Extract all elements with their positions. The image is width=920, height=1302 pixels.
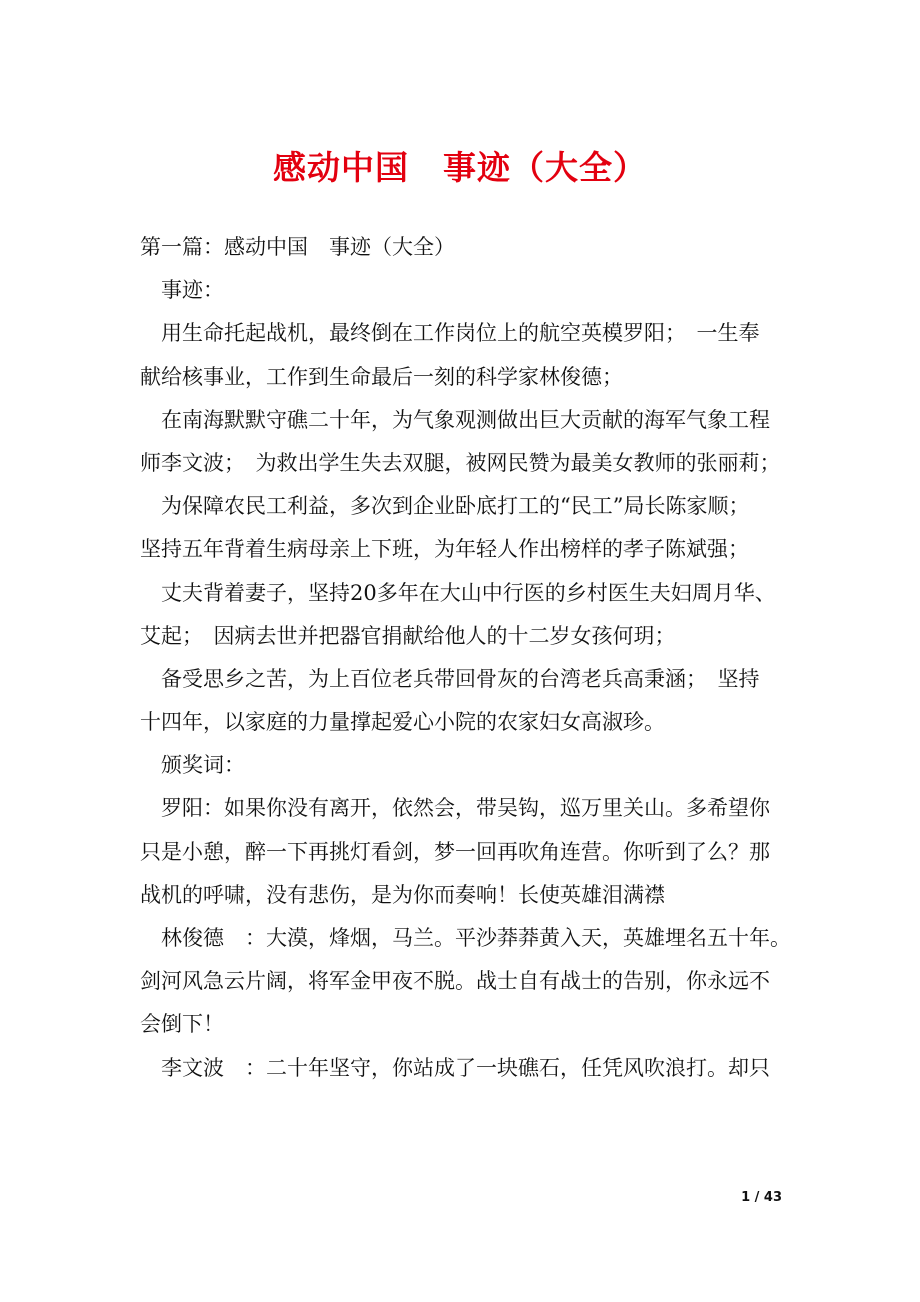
text-line: 会倒下！ <box>140 1012 224 1037</box>
text-line: 坚持五年背着生病母亲上下班，为年轻人作出榜样的孝子陈斌强； <box>140 537 749 562</box>
text-line: 用生命托起战机，最终倒在工作岗位上的航空英模罗阳； 一生奉 <box>161 321 760 346</box>
text-line: 战机的呼啸，没有悲伤，是为你而奏响！长使英雄泪满襟 <box>140 882 665 907</box>
text-line: 罗阳：如果你没有离开，依然会，带吴钩，巡万里关山。多希望你 <box>161 796 770 821</box>
text-line: 第一篇：感动中国 事迹（大全） <box>140 235 455 259</box>
text-line: 艾起； 因病去世并把器官捐献给他人的十二岁女孩何玥； <box>140 623 676 648</box>
text-line: 十四年，以家庭的力量撑起爱心小院的农家妇女高淑珍。 <box>140 710 665 735</box>
text-line: 在南海默默守礁二十年，为气象观测做出巨大贡献的海军气象工程 <box>161 407 770 432</box>
text-line: 林俊德 ：大漠，烽烟，马兰。平沙莽莽黄入天，英雄埋名五十年。 <box>161 926 791 950</box>
text-line: 师李文波； 为救出学生失去双腿，被网民赞为最美女教师的张丽莉； <box>140 450 781 475</box>
document-body <box>140 226 791 1090</box>
text-line: 李文波 ：二十年坚守，你站成了一块礁石，任凭风吹浪打。却只 <box>161 1055 770 1080</box>
text-line: 剑河风急云片阔，将军金甲夜不脱。战士自有战士的告别，你永远不 <box>140 969 770 994</box>
text-line: 只是小憩，醉一下再挑灯看剑，梦一回再吹角连营。你听到了么？那 <box>140 839 770 864</box>
text-line: 为保障农民工利益，多次到企业卧底打工的“民工”局长陈家顺； <box>161 494 750 519</box>
text-line: 颁奖词： <box>161 753 245 778</box>
text-line: 事迹： <box>161 278 224 303</box>
text-line: 备受思乡之苦，为上百位老兵带回骨灰的台湾老兵高秉涵； 坚持 <box>161 666 760 691</box>
document-title: 感动中国 事迹（大全） <box>273 148 647 187</box>
page-number: 1 / 43 <box>741 1190 782 1205</box>
text-line: 献给核事业，工作到生命最后一刻的科学家林俊德； <box>140 364 623 389</box>
text-line: 丈夫背着妻子，坚持20多年在大山中行医的乡村医生夫妇周月华、 <box>161 580 776 605</box>
